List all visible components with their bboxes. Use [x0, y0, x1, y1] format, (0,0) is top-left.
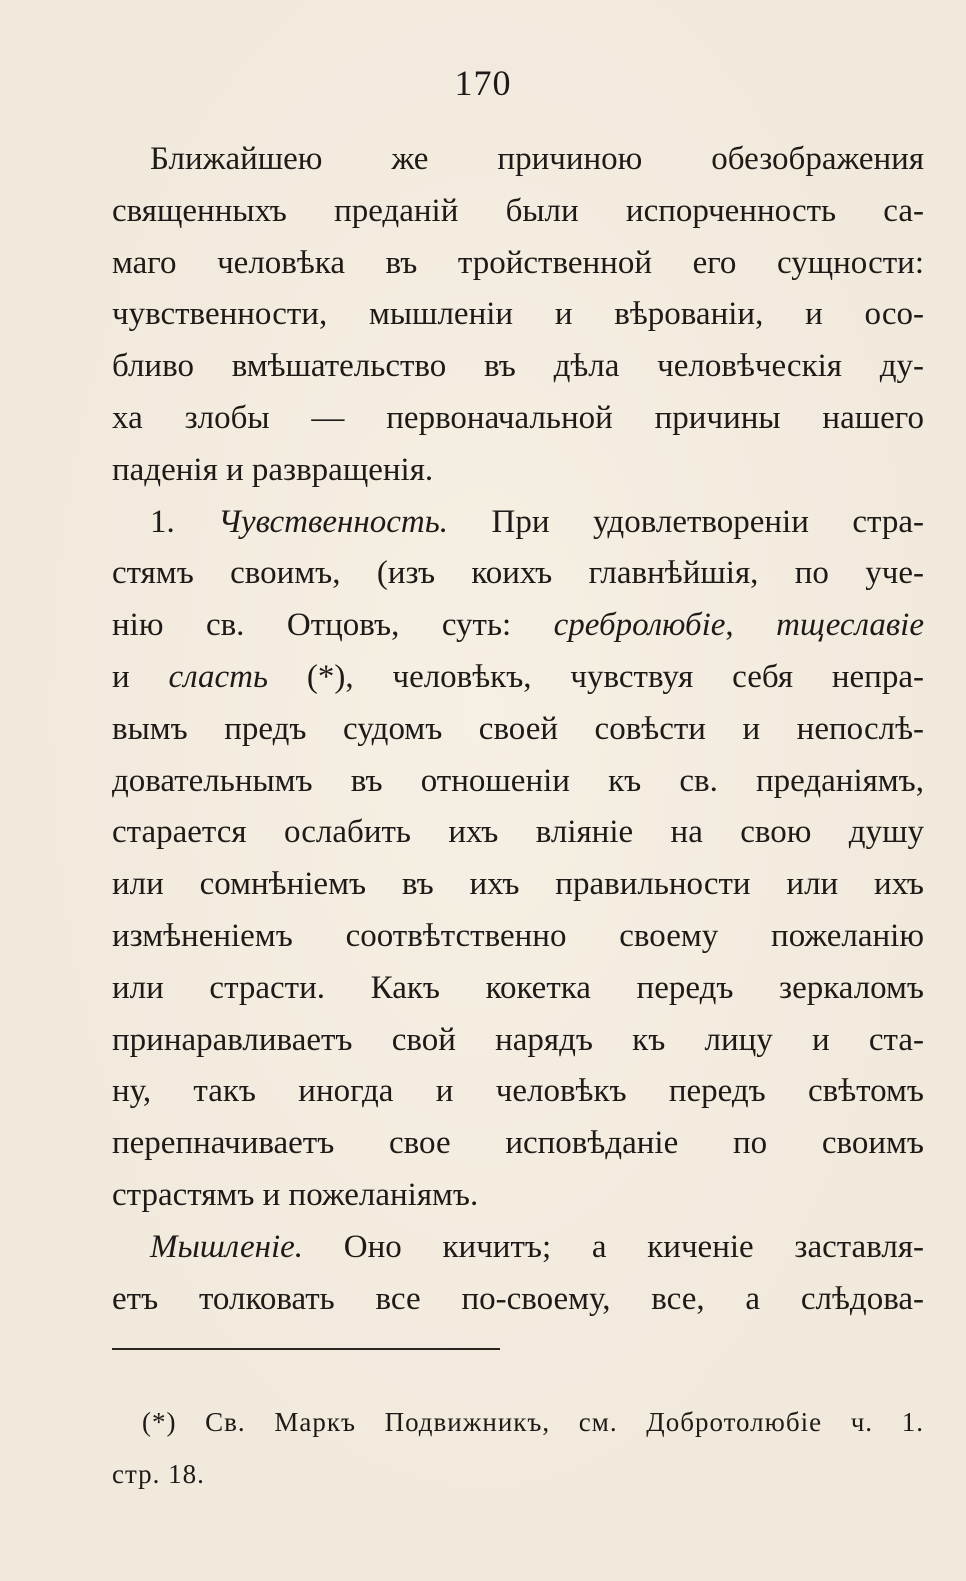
text-run: перепначиваетъ свое исповѣданіе по своимъ: [112, 1125, 924, 1162]
text-line: [112, 1170, 924, 1222]
text-run: священныхъ преданій были испорченность са-: [112, 192, 924, 229]
text-run: довательнымъ въ отношеніи къ св. преданіямъ,: [112, 762, 924, 799]
section-heading-sensuality: Чувственность.: [218, 503, 448, 540]
footnote-rule: [112, 1348, 500, 1350]
text-line: [112, 652, 924, 704]
text-run: (*), человѣкъ, чувствуя себя непра-: [267, 658, 924, 695]
text-run: ха злобы — первоначальной причины нашего: [112, 399, 924, 436]
text-run: нію св. Отцовъ, суть:: [112, 607, 554, 644]
text-line: [112, 1015, 924, 1067]
footnote-line: (*) Св. Маркъ Подвижникъ, см. Добротолюбіе ч. 1.: [142, 1407, 924, 1437]
text-line: [112, 445, 924, 497]
text-run: стямъ своимъ, (изъ коихъ главнѣйшія, по уче-: [112, 555, 924, 592]
text-run: или сомнѣніемъ въ ихъ правильности или ихъ: [112, 866, 924, 903]
text-run: ну, такъ иногда и человѣкъ передъ свѣтомъ: [112, 1073, 924, 1110]
text-line: [112, 1066, 924, 1118]
text-run: старается ослабить ихъ вліяніе на свою душу: [112, 814, 924, 851]
text-line: [112, 341, 924, 393]
text-line: [112, 859, 924, 911]
text-run: или страсти. Какъ кокетка передъ зеркаломъ: [112, 969, 924, 1006]
text-line: [112, 134, 924, 186]
text-run: ,: [725, 607, 777, 644]
section-number: 1.: [150, 503, 219, 540]
text-run: етъ толковать все по-своему, все, а слѣдова-: [112, 1280, 924, 1317]
text-line: [112, 963, 924, 1015]
body-text: [112, 134, 924, 1325]
text-run: измѣненіемъ соотвѣтственно своему пожеланію: [112, 917, 924, 954]
section-heading-thinking: Мышленіе.: [150, 1228, 304, 1265]
text-line: [112, 548, 924, 600]
text-run: Ближайшею же причиною обезображения: [150, 141, 924, 177]
text-run: маго человѣка въ тройственной его сущности:: [112, 244, 924, 281]
text-line: [112, 704, 924, 756]
text-line: [112, 1274, 924, 1326]
text-line: [112, 756, 924, 808]
text-line: [112, 1222, 924, 1274]
text-line: [112, 807, 924, 859]
text-run: вымъ предъ судомъ своей совѣсти и непослѣ-: [112, 710, 924, 747]
text-line: [112, 238, 924, 290]
text-line: [112, 600, 924, 652]
page-number: 170: [454, 63, 512, 103]
text-run: При удовлетвореніи стра-: [447, 503, 924, 540]
text-line: [112, 497, 924, 549]
italic-term: сребролюбіе: [553, 607, 726, 644]
text-run: чувственности, мышленіи и вѣрованіи, и осо-: [112, 296, 924, 333]
footnote-line: стр. 18.: [112, 1459, 205, 1489]
text-run: страстямъ и пожеланіямъ.: [112, 1176, 479, 1213]
text-run: и: [112, 658, 169, 695]
text-line: [112, 393, 924, 445]
text-line: [112, 1118, 924, 1170]
text-run: паденія и развращенія.: [112, 451, 434, 488]
text-line: [112, 186, 924, 238]
italic-term: тщеславіе: [776, 607, 924, 644]
text-run: принаравливаетъ свой нарядъ къ лицу и ста-: [112, 1021, 924, 1058]
text-line: [112, 911, 924, 963]
italic-term: сласть: [168, 658, 268, 695]
text-run: Оно кичитъ; а киченіе заставля-: [303, 1228, 924, 1265]
footnote: [112, 1396, 924, 1500]
text-line: [112, 289, 924, 341]
text-run: бливо вмѣшательство въ дѣла человѣческія ду-: [112, 348, 924, 385]
